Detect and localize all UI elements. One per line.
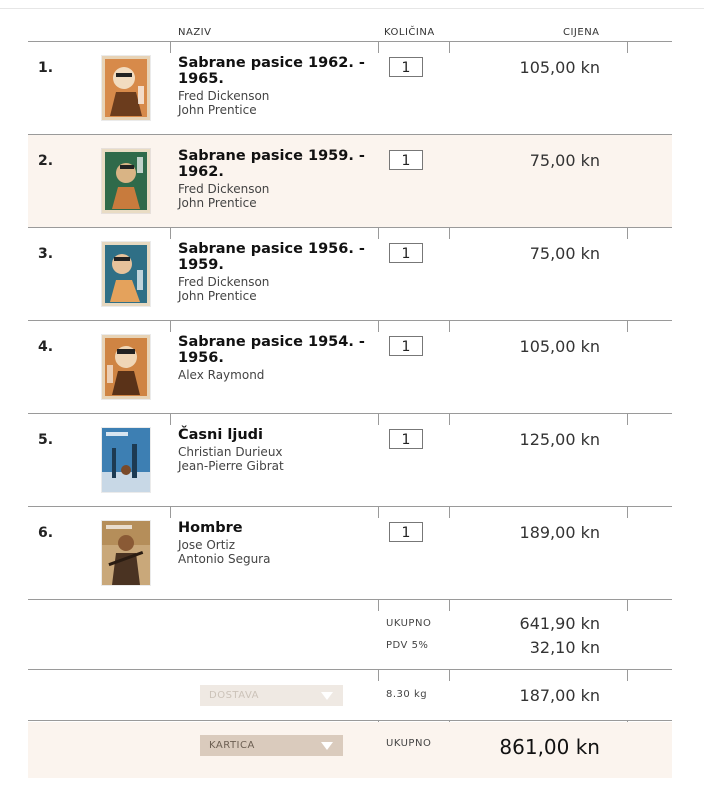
comic-cover-icon[interactable] <box>102 56 150 120</box>
header-name: NAZIV <box>178 27 212 38</box>
row-divider <box>28 599 672 600</box>
quantity-input[interactable]: 1 <box>389 429 423 449</box>
item-authors: Fred Dickenson John Prentice <box>178 275 270 303</box>
shipping-value: 187,00 kn <box>519 686 600 705</box>
comic-cover-icon[interactable] <box>102 149 150 213</box>
chevron-down-icon <box>321 742 333 750</box>
total-label: UKUPNO <box>386 738 432 749</box>
item-price: 125,00 kn <box>519 430 600 449</box>
divider-tick <box>627 669 628 681</box>
item-title[interactable]: Časni ljudi <box>178 427 264 443</box>
item-number: 2. <box>38 153 54 169</box>
payment-select[interactable] <box>200 735 343 756</box>
item-authors: Fred Dickenson John Prentice <box>178 89 270 117</box>
header-quantity: KOLIČINA <box>384 27 435 38</box>
shipping-divider <box>28 720 672 721</box>
item-title[interactable]: Sabrane pasice 1956. - 1959. <box>178 241 365 273</box>
item-number: 6. <box>38 525 54 541</box>
quantity-input[interactable]: 1 <box>389 243 423 263</box>
shipping-weight: 8.30 kg <box>386 689 428 700</box>
vat-value: 32,10 kn <box>529 638 600 657</box>
item-number: 3. <box>38 246 54 262</box>
shipping-select-value: DOSTAVA <box>209 690 259 701</box>
item-number: 4. <box>38 339 54 355</box>
item-number: 1. <box>38 60 54 76</box>
divider-tick <box>449 669 450 681</box>
item-title[interactable]: Sabrane pasice 1954. - 1956. <box>178 334 365 366</box>
item-price: 189,00 kn <box>519 523 600 542</box>
subtotal-label: UKUPNO <box>386 618 432 629</box>
item-title[interactable]: Sabrane pasice 1962. - 1965. <box>178 55 365 87</box>
divider-tick <box>378 599 379 611</box>
item-authors: Jose Ortiz Antonio Segura <box>178 538 271 566</box>
payment-select-value: KARTICA <box>209 740 255 751</box>
comic-cover-icon[interactable] <box>102 521 150 585</box>
item-authors: Christian Durieux Jean-Pierre Gibrat <box>178 445 284 473</box>
subtotal-value: 641,90 kn <box>519 614 600 633</box>
quantity-input[interactable]: 1 <box>389 150 423 170</box>
quantity-input[interactable]: 1 <box>389 336 423 356</box>
summary-divider <box>28 669 672 670</box>
divider-tick <box>378 669 379 681</box>
chevron-down-icon <box>321 692 333 700</box>
comic-cover-icon[interactable] <box>102 428 150 492</box>
comic-cover-icon[interactable] <box>102 242 150 306</box>
header-price: CIJENA <box>563 27 600 38</box>
divider-tick <box>449 599 450 611</box>
comic-cover-icon[interactable] <box>102 335 150 399</box>
divider-tick <box>627 599 628 611</box>
item-price: 75,00 kn <box>529 151 600 170</box>
item-title[interactable]: Hombre <box>178 520 243 536</box>
quantity-input[interactable]: 1 <box>389 57 423 77</box>
item-price: 105,00 kn <box>519 337 600 356</box>
quantity-input[interactable]: 1 <box>389 522 423 542</box>
item-authors: Alex Raymond <box>178 368 265 382</box>
item-price: 105,00 kn <box>519 58 600 77</box>
item-title[interactable]: Sabrane pasice 1959. - 1962. <box>178 148 365 180</box>
shipping-select[interactable] <box>200 685 343 706</box>
total-value: 861,00 kn <box>499 735 600 759</box>
vat-label: PDV 5% <box>386 640 429 651</box>
item-number: 5. <box>38 432 54 448</box>
top-divider <box>0 8 704 9</box>
item-price: 75,00 kn <box>529 244 600 263</box>
item-authors: Fred Dickenson John Prentice <box>178 182 270 210</box>
